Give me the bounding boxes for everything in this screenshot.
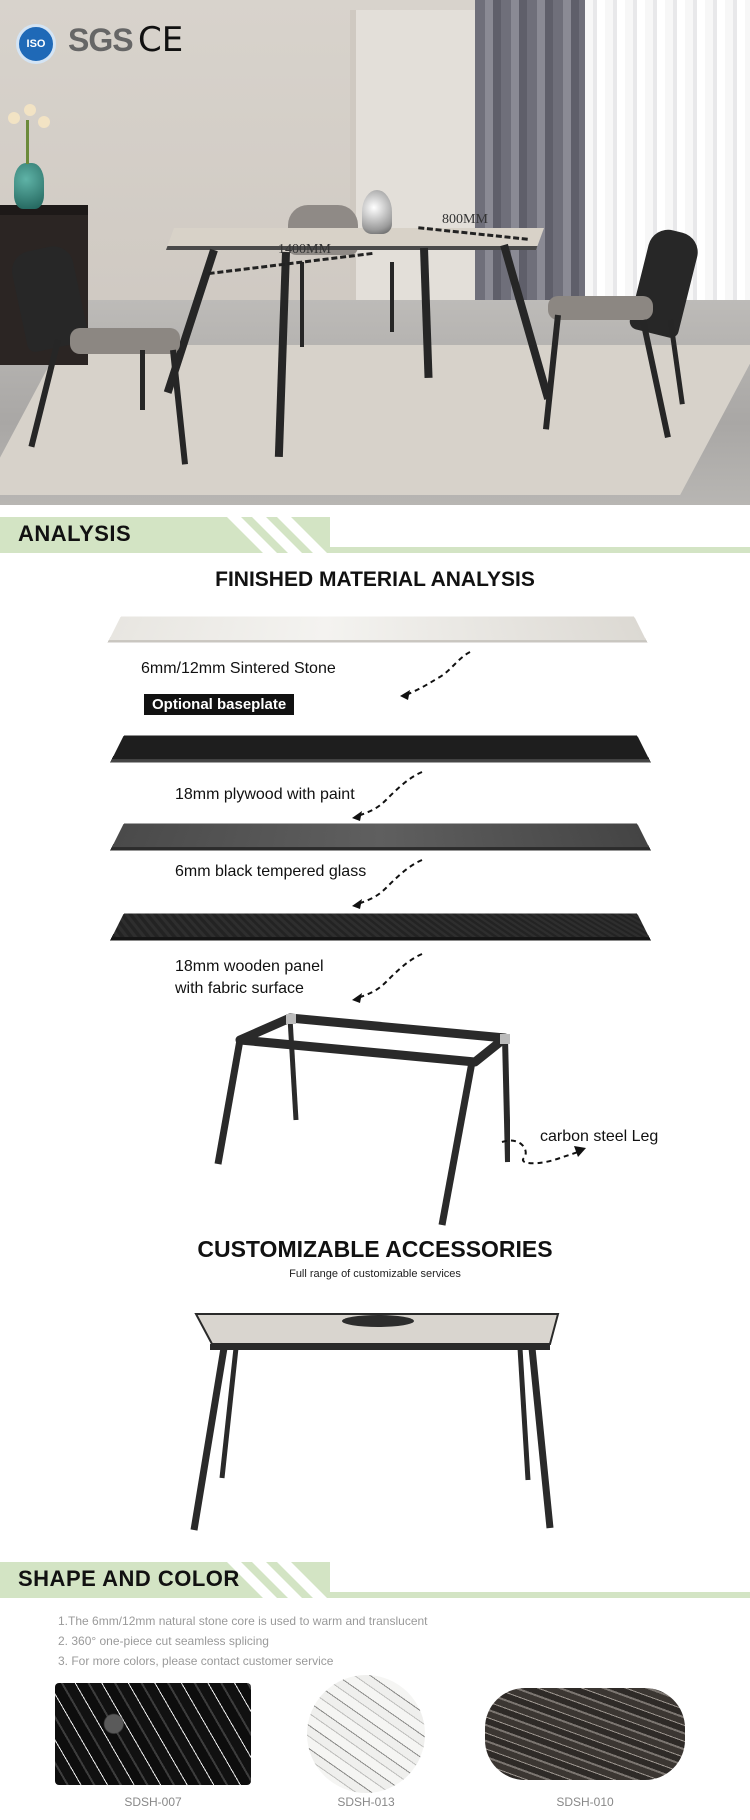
layer-label: 18mm plywood with paint <box>175 786 355 803</box>
carbon-steel-frame <box>210 1012 510 1237</box>
pointer-arrow-icon <box>350 770 430 827</box>
sgs-logo: SGS <box>68 22 133 58</box>
dimension-width: 1400MM <box>278 242 331 257</box>
layer-label: 6mm/12mm Sintered Stone <box>141 660 336 677</box>
hero-photo <box>0 0 750 505</box>
shape-color-title: SHAPE AND COLOR <box>18 1566 240 1591</box>
table-top <box>166 228 544 250</box>
sintered-stone-slab <box>109 616 646 640</box>
note-line: 2. 360° one-piece cut seamless splicing <box>58 1634 269 1648</box>
material-analysis-heading: FINISHED MATERIAL ANALYSIS <box>215 568 535 591</box>
flower-stem <box>26 120 29 164</box>
leg-label: carbon steel Leg <box>540 1128 659 1145</box>
chair-leg <box>140 350 145 410</box>
fabric-panel-slab <box>112 913 649 937</box>
table-product-image <box>188 1308 568 1543</box>
layer-label: 18mm wooden panel <box>175 958 324 975</box>
sideboard-top <box>0 205 88 215</box>
decanter <box>362 190 392 234</box>
layer-label: 6mm black tempered glass <box>175 863 367 880</box>
pointer-arrow-icon <box>398 650 478 705</box>
chair-leg <box>390 262 394 332</box>
banner-rule <box>0 547 750 553</box>
analysis-title: ANALYSIS <box>18 521 132 546</box>
pointer-arrow-icon <box>500 1130 590 1175</box>
chair-leg <box>300 262 304 347</box>
tempered-glass-slab <box>112 823 649 847</box>
dimension-depth: 800MM <box>442 212 488 227</box>
chair-seat <box>548 296 653 320</box>
note-line: 1.The 6mm/12mm natural stone core is used to warm and translucent <box>58 1614 428 1628</box>
note-line: 3. For more colors, please contact customer service <box>58 1654 334 1668</box>
pointer-arrow-icon <box>350 952 430 1009</box>
swatch-sdsh-013 <box>307 1675 425 1793</box>
banner-rule <box>0 1592 750 1598</box>
flower <box>38 116 50 128</box>
rug <box>0 345 750 495</box>
flower <box>24 104 36 116</box>
ce-logo: CE <box>138 20 184 60</box>
swatch-code: SDSH-010 <box>556 1795 614 1809</box>
swatch-sdsh-007 <box>55 1683 251 1785</box>
vase <box>14 163 44 209</box>
pointer-arrow-icon <box>350 858 430 915</box>
doorway <box>350 10 476 310</box>
swatch-sdsh-010 <box>485 1688 685 1780</box>
analysis-banner <box>0 517 750 553</box>
swatch-code: SDSH-007 <box>124 1795 182 1809</box>
plywood-slab <box>112 735 649 759</box>
flower <box>8 112 20 124</box>
shape-color-banner <box>0 1562 750 1598</box>
iso-logo: ISO <box>16 24 56 64</box>
curtain <box>475 0 585 330</box>
accessories-subheading: Full range of customizable services <box>289 1268 461 1280</box>
chair-seat <box>70 328 180 354</box>
swatch-code: SDSH-013 <box>337 1795 395 1809</box>
layer-label: with fabric surface <box>175 980 304 997</box>
accessories-heading: CUSTOMIZABLE ACCESSORIES <box>197 1236 553 1262</box>
optional-baseplate-tag: Optional baseplate <box>144 694 294 715</box>
